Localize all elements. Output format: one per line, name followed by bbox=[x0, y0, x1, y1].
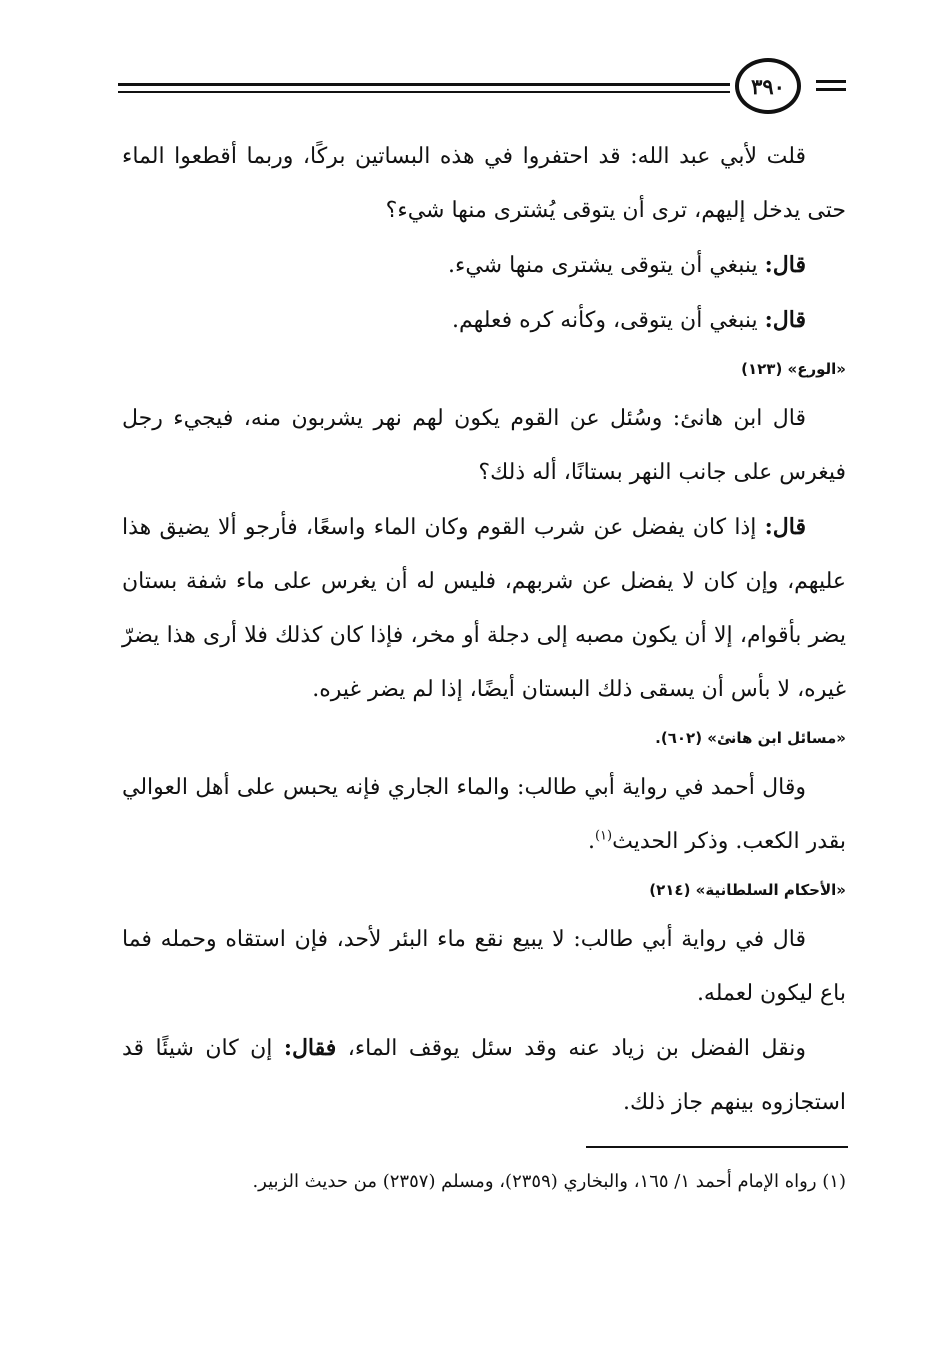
header-rule bbox=[118, 91, 730, 93]
question-paragraph: قلت لأبي عبد الله: قد احتفروا في هذه البساتين بركًا، وربما أقطعوا الماء حتى يدخل إليهم، ترى أن يتوقى يُشترى منها شيء؟ bbox=[122, 144, 846, 223]
header-rule bbox=[816, 80, 846, 83]
footnote-mark: (١) bbox=[822, 1171, 846, 1192]
answer-text: ينبغي أن يتوقى، وكأنه كره فعلهم. bbox=[451, 308, 758, 333]
answer-paragraph bbox=[122, 293, 846, 348]
question-paragraph: قال ابن هانئ: وسُئل عن القوم يكون لهم نهر يشربون منه، فيجيء رجل فيغرس على جانب النهر بستانًا، أله ذلك؟ bbox=[122, 406, 846, 485]
answer-text: إذا كان يفضل عن شرب القوم وكان الماء واسعًا، فأرجو ألا يضيق هذا عليهم، وإن كان لا يفضل عن شربهم، فليس له أن يغرس على ماء شفة بستان يضر بأقوام، إلا أن يكون مصبه إلى دجلة أو مخر، فإذا كان كذلك فلا أرى هذا يضرّ غيره، لا بأس أن يسقى ذلك البستان أيضًا، إذا لم يضر غيره. bbox=[122, 515, 847, 702]
narration-text: ونقل الفضل بن زياد عنه وقد سئل يوقف الماء، bbox=[347, 1036, 806, 1061]
narration-text: إن كان شيئًا قد استجازوه بينهم جاز ذلك. bbox=[122, 1036, 846, 1115]
answer-label: قال: bbox=[764, 307, 806, 333]
footnote-separator bbox=[586, 1146, 848, 1148]
narration-text: وقال أحمد في رواية أبي طالب: والماء الجاري فإنه يحبس على أهل العوالي بقدر الكعب. وذكر الحديث bbox=[122, 775, 846, 854]
answer-text: ينبغي أن يتوقى يشترى منها شيء. bbox=[447, 253, 758, 278]
footnote bbox=[122, 1162, 846, 1202]
answer-label: فقال: bbox=[283, 1035, 337, 1061]
narration-paragraph bbox=[122, 1021, 846, 1130]
page-header bbox=[118, 58, 846, 118]
narration-paragraph bbox=[122, 761, 846, 869]
header-rule bbox=[816, 88, 846, 91]
answer-label: قال: bbox=[764, 514, 806, 540]
header-rule bbox=[118, 83, 730, 86]
narration-text-end: . bbox=[587, 829, 595, 854]
source-citation: «الورع» (١٢٣) bbox=[741, 360, 846, 378]
page-number: ٣٩٠ bbox=[735, 58, 801, 114]
source-citation: «الأحكام السلطانية» (٢١٤) bbox=[649, 881, 846, 899]
footnote-text: رواه الإمام أحمد ١/ ١٦٥، والبخاري (٢٣٥٩)، ومسلم (٢٣٥٧) من حديث الزبير. bbox=[252, 1171, 817, 1192]
answer-paragraph bbox=[122, 500, 846, 717]
source-citation: «مسائل ابن هانئ» (٦٠٢). bbox=[655, 729, 846, 747]
answer-label: قال: bbox=[764, 252, 806, 278]
page-body bbox=[122, 130, 846, 1130]
narration-paragraph: قال في رواية أبي طالب: لا يبيع نقع ماء البئر لأحد، فإن استقاه وحمله فما باع ليكون لعمله. bbox=[122, 927, 846, 1006]
answer-paragraph bbox=[122, 238, 846, 293]
footnote-reference[interactable]: (١) bbox=[594, 828, 613, 844]
